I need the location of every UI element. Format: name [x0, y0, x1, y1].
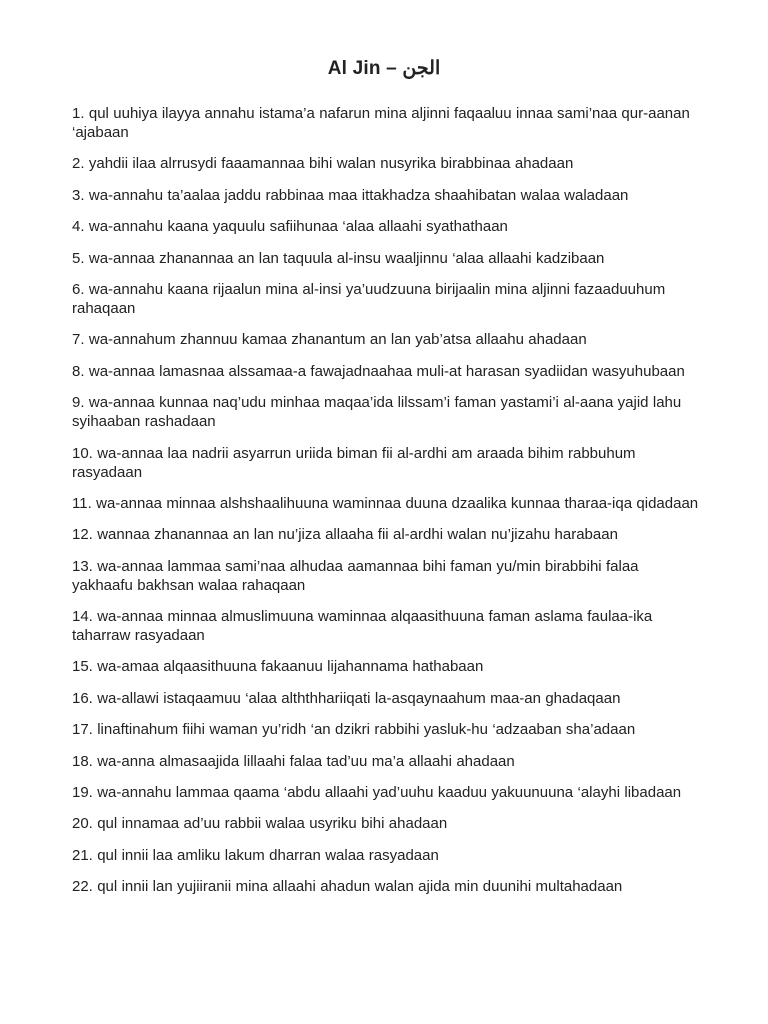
verse-15: 15. wa-amaa alqaasithuuna fakaanuu lijahannama hathabaan — [72, 658, 484, 676]
verse-13: 13. wa-annaa lammaa sami’naa alhudaa aamannaa bihi faman yu/min birabbihi falaa yakhaafu bakhsan walaa rahaqaan — [72, 557, 639, 594]
page-title: Al Jin – الجن — [327, 58, 441, 79]
verse-2: 2. yahdii ilaa alrrusydi faaamannaa bihi walan nusyrika birabbinaa ahadaan — [72, 155, 574, 173]
verse-20: 20. qul innamaa ad’uu rabbii walaa usyriku bihi ahadaan — [72, 815, 448, 833]
verse-8: 8. wa-annaa lamasnaa alssamaa-a fawajadnaahaa muli-at harasan syadiidan wasyuhubaan — [72, 362, 685, 380]
verse-16: 16. wa-allawi istaqaamuu ‘alaa alththhariiqati la-asqaynaahum maa-an ghadaqaan — [72, 689, 621, 707]
verse-5: 5. wa-annaa zhanannaa an lan taquula al-insu waaljinnu ‘alaa allaahi kadzibaan — [72, 249, 605, 267]
verse-21: 21. qul innii laa amliku lakum dharran walaa rasyadaan — [72, 846, 439, 864]
verse-4: 4. wa-annahu kaana yaquulu safiihunaa ‘alaa allaahi syathathaan — [72, 218, 508, 236]
verse-12: 12. wannaa zhanannaa an lan nu’jiza allaaha fii al-ardhi walan nu’jizahu harabaan — [72, 526, 618, 544]
verse-22: 22. qul innii lan yujiiranii mina allaahi ahadun walan ajida min duunihi multahadaan — [72, 878, 623, 896]
verse-list — [72, 104, 702, 909]
verse-6: 6. wa-annahu kaana rijaalun mina al-insi ya’uudzuuna birijaalin mina aljinni fazaaduuhum rahaqaan — [72, 280, 666, 317]
verse-1: 1. qul uuhiya ilayya annahu istama’a nafarun mina aljinni faqaaluu innaa sami’naa qur-aanan ‘ajabaan — [72, 105, 690, 141]
verse-18: 18. wa-anna almasaajida lillaahi falaa tad’uu ma’a allaahi ahadaan — [72, 752, 515, 770]
verse-3: 3. wa-annahu ta’aalaa jaddu rabbinaa maa ittakhadza shaahibatan walaa waladaan — [72, 186, 629, 204]
verse-9: 9. wa-annaa kunnaa naq’udu minhaa maqaa’ida lilssam’i faman yastami’i al-aana yajid lahu syihaaban rashadaan — [72, 394, 682, 431]
verse-17: 17. linaftinahum fiihi waman yu’ridh ‘an dzikri rabbihi yasluk-hu ‘adzaaban sha’adaan — [72, 721, 636, 739]
verse-14: 14. wa-annaa minnaa almuslimuuna waminnaa alqaasithuuna faman aslama faulaa-ika taharraw rasyadaan — [72, 608, 653, 645]
verse-19: 19. wa-annahu lammaa qaama ‘abdu allaahi yad’uuhu kaaduu yakuunuuna ‘alayhi libadaan — [72, 784, 682, 802]
verse-10: 10. wa-annaa laa nadrii asyarrun uriida biman fii al-ardhi am araada bihim rabbuhum rasyadaan — [72, 444, 636, 481]
verse-11: 11. wa-annaa minnaa alshshaalihuuna waminnaa duuna dzaalika kunnaa tharaa-iqa qidadaan — [72, 494, 699, 512]
verse-7: 7. wa-annahum zhannuu kamaa zhanantum an lan yab’atsa allaahu ahadaan — [72, 331, 587, 349]
